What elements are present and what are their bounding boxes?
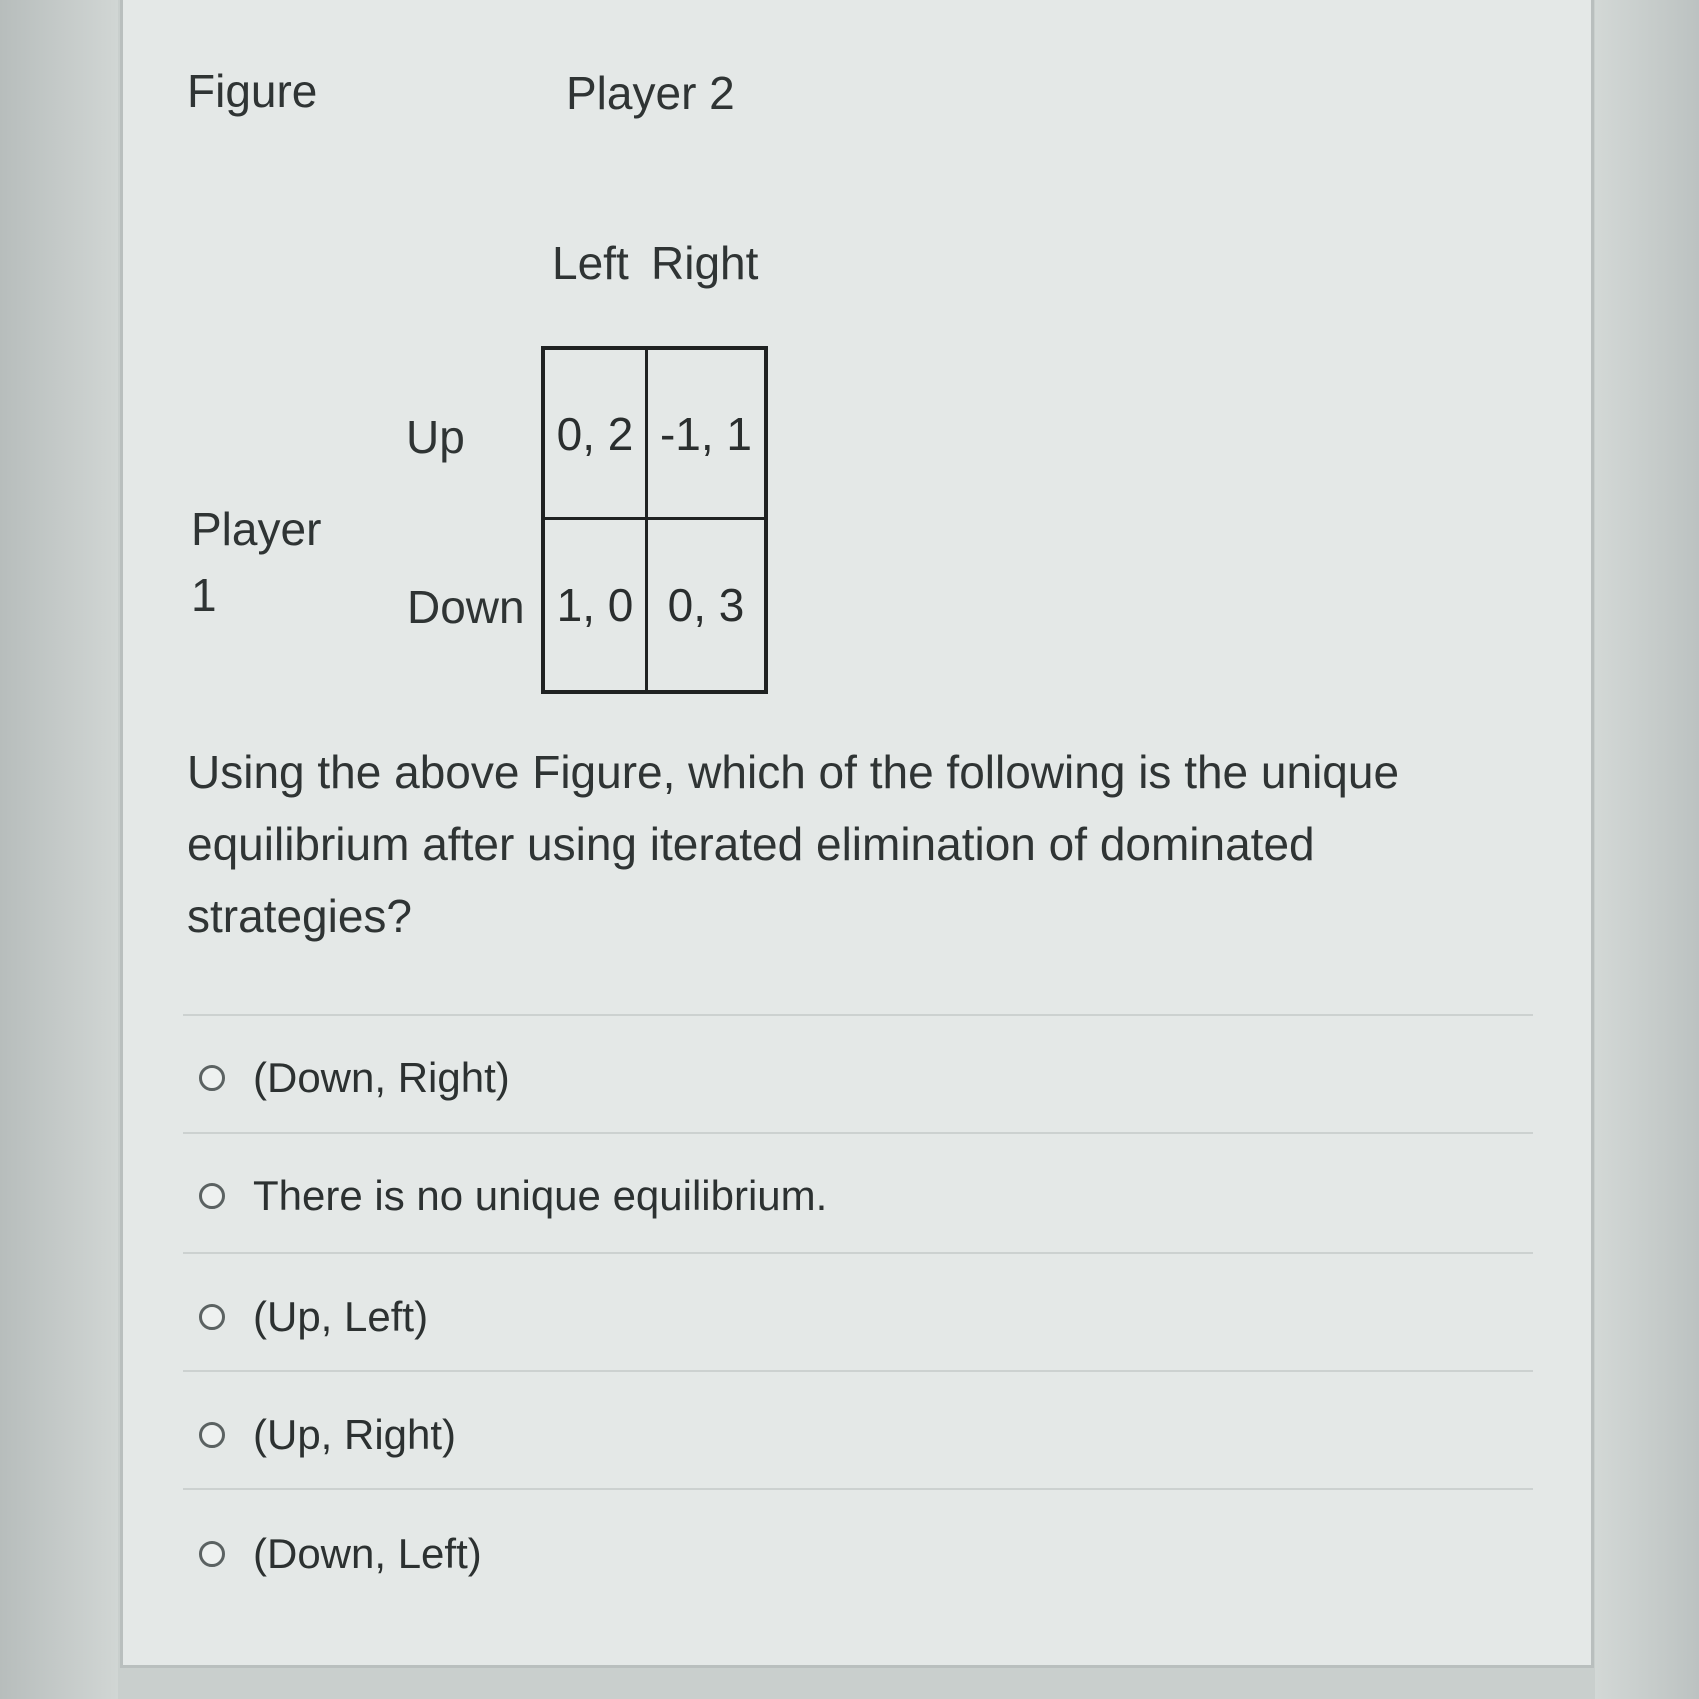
answer-option-down-left[interactable] bbox=[199, 1524, 482, 1584]
column-header-left: Left bbox=[552, 237, 629, 289]
option-label: (Down, Left) bbox=[253, 1530, 482, 1577]
row-player-label: Player 1 bbox=[191, 503, 322, 621]
payoff-matrix bbox=[541, 346, 768, 694]
question-text: Using the above Figure, which of the following is the unique equilibrium after using iterated elimination of dominated strategies? bbox=[187, 746, 1400, 942]
divider bbox=[183, 1370, 1533, 1372]
option-label: (Up, Left) bbox=[253, 1293, 429, 1340]
column-player-label: Player 2 bbox=[566, 67, 735, 119]
option-label: There is no unique equilibrium. bbox=[253, 1172, 828, 1219]
payoff-cell-down-right: 0, 3 bbox=[667, 579, 745, 631]
payoff-cell-up-left: 0, 2 bbox=[545, 350, 648, 520]
figure-label: Figure bbox=[187, 65, 318, 117]
answer-option-up-left[interactable] bbox=[199, 1287, 428, 1347]
divider bbox=[183, 1014, 1533, 1016]
radio-button[interactable] bbox=[199, 1065, 225, 1091]
payoff-cell-up-right: -1, 1 bbox=[648, 350, 764, 520]
column-header-right: Right bbox=[651, 237, 759, 289]
row-header-up: Up bbox=[406, 411, 465, 463]
radio-button[interactable] bbox=[199, 1183, 225, 1209]
answer-option-up-right[interactable] bbox=[199, 1405, 456, 1465]
divider bbox=[183, 1132, 1533, 1134]
question-card bbox=[120, 0, 1594, 1668]
payoff-cell-down-left: 1, 0 bbox=[545, 520, 648, 690]
row-header-down: Down bbox=[407, 581, 525, 633]
screen-edge-right bbox=[1595, 0, 1699, 1699]
radio-button[interactable] bbox=[199, 1422, 225, 1448]
option-label: (Up, Right) bbox=[253, 1411, 457, 1458]
divider bbox=[183, 1252, 1533, 1254]
screen-edge-left bbox=[0, 0, 118, 1699]
divider bbox=[183, 1488, 1533, 1490]
option-label: (Down, Right) bbox=[253, 1054, 510, 1101]
answer-option-down-right[interactable] bbox=[199, 1048, 510, 1108]
radio-button[interactable] bbox=[199, 1304, 225, 1330]
answer-option-no-unique-equilibrium[interactable] bbox=[199, 1166, 827, 1226]
radio-button[interactable] bbox=[199, 1541, 225, 1567]
